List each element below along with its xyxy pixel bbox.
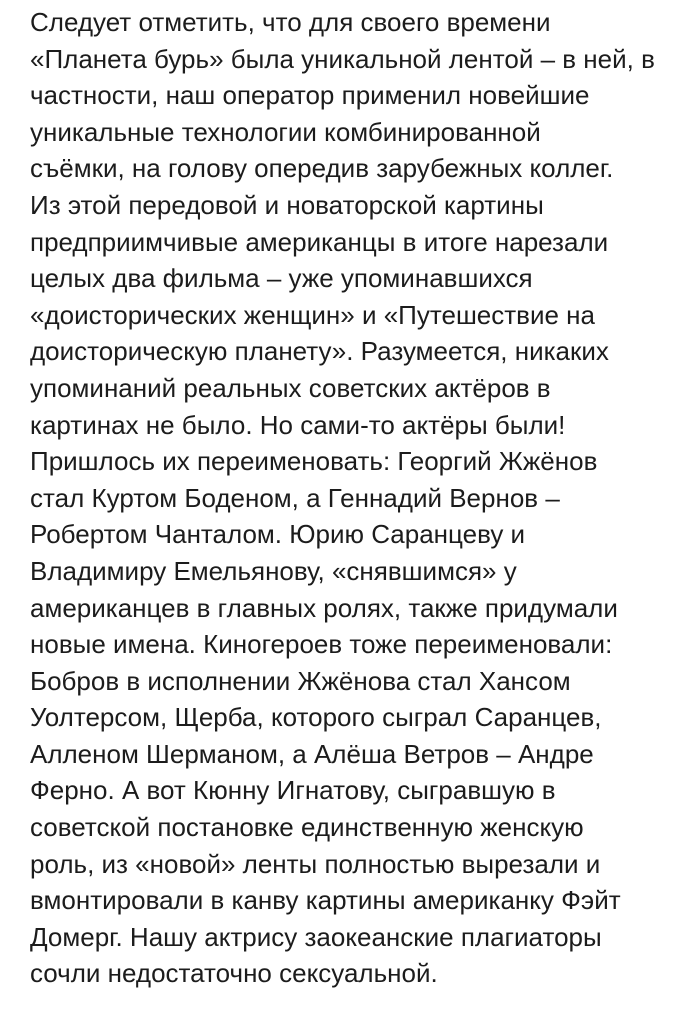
text-line-24: роль, из «новой» ленты полностью вырезали и [30, 848, 601, 879]
text-line-20: Уолтерсом, Щерба, которого сыграл Саранцев, [30, 702, 602, 733]
text-line-11: упоминаний реальных советских актёров в [30, 372, 551, 403]
text-line-21: Алленом Шерманом, а Алёша Ветров – Андре [30, 738, 594, 769]
text-line-15: Робертом Чанталом. Юрию Саранцеву и [30, 519, 526, 550]
text-line-2: «Планета бурь» была уникальной лентой – в ней, в [30, 43, 655, 74]
text-line-19: Бобров в исполнении Жжёнова стал Хансом [30, 665, 571, 696]
text-line-3: частности, наш оператор применил новейшие [30, 80, 590, 111]
text-line-18: новые имена. Киногероев тоже переименовали: [30, 629, 613, 660]
text-line-1: Следует отметить, что для своего времени [30, 7, 551, 37]
text-line-7: предприимчивые американцы в итоге нарезали [30, 226, 609, 257]
text-line-17: американцев в главных ролях, также придумали [30, 592, 618, 623]
text-line-23: советской постановке единственную женскую [30, 812, 584, 843]
text-line-13: Пришлось их переименовать: Георгий Жжёнов [30, 446, 598, 477]
article-text [30, 4, 690, 992]
text-line-5: съёмки, на голову опередив зарубежных коллег. [30, 153, 614, 184]
text-line-22: Ферно. А вот Кюнну Игнатову, сыгравшую в [30, 775, 556, 806]
text-line-25: вмонтировали в канву картины американку Фэйт [30, 885, 621, 916]
text-line-27: сочли недостаточно сексуальной. [30, 958, 438, 989]
text-line-8: целых два фильма – уже упоминавшихся [30, 263, 533, 294]
text-line-12: картинах не было. Но сами-то актёры были! [30, 409, 566, 440]
text-line-6: Из этой передовой и новаторской картины [30, 189, 544, 220]
text-line-16: Владимиру Емельянову, «снявшимся» у [30, 555, 517, 586]
text-line-26: Домерг. Нашу актрису заокеанские плагиаторы [30, 921, 602, 952]
text-line-4: уникальные технологии комбинированной [30, 116, 541, 147]
text-line-9: «доисторических женщин» и «Путешествие на [30, 299, 596, 330]
text-line-14: стал Куртом Боденом, а Геннадий Вернов – [30, 482, 560, 513]
text-line-10: доисторическую планету». Разумеется, никаких [30, 336, 609, 367]
